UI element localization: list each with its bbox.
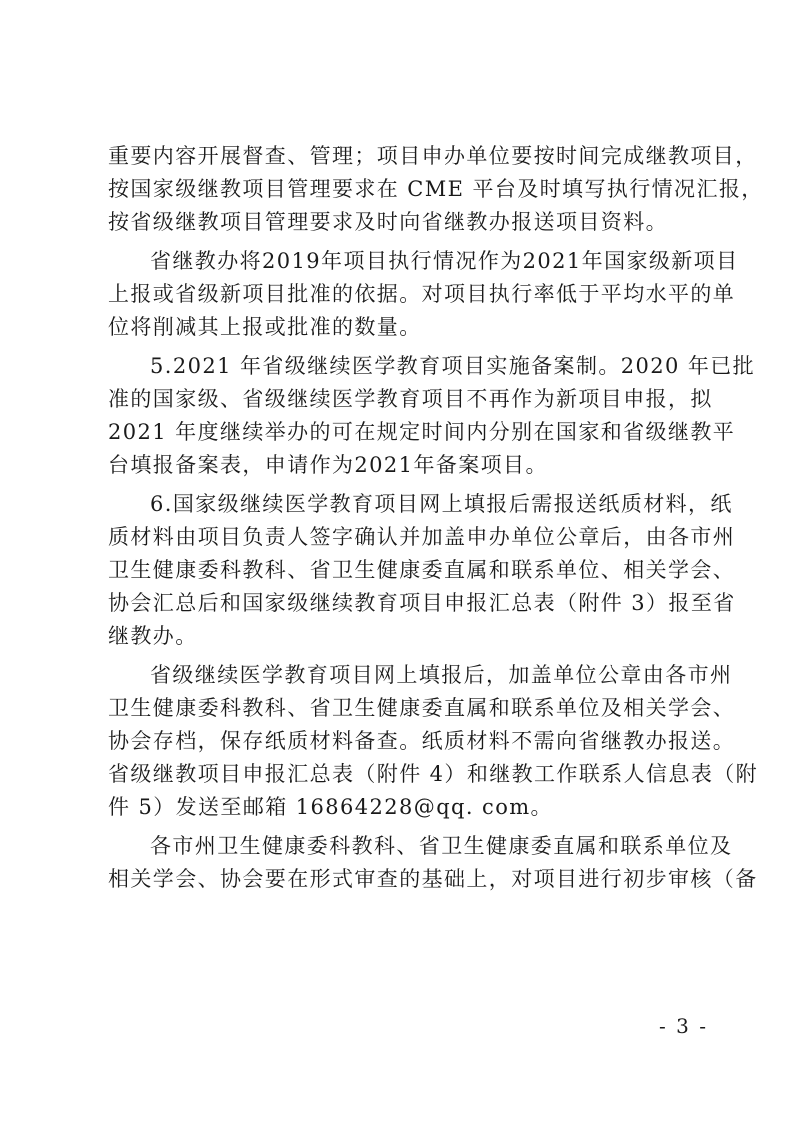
text-line: 相关学会、协会要在形式审查的基础上，对项目进行初步审核（备	[108, 867, 758, 891]
text-line: 协会存档，保存纸质材料备查。纸质材料不需向省继教办报送。	[108, 729, 736, 753]
text-line: 5.2021 年省级继续医学教育项目实施备案制。2020 年已批	[150, 354, 756, 378]
paragraph	[108, 659, 759, 824]
paragraph	[108, 350, 756, 482]
text-line: 按省级继教项目管理要求及时向省继教办报送项目资料。	[108, 210, 668, 234]
text-line: 卫生健康委科教科、省卫生健康委直属和联系单位及相关学会、	[108, 696, 736, 720]
text-line: 位将削减其上报或批准的数量。	[108, 315, 422, 339]
text-line: 省级继续医学教育项目网上填报后，加盖单位公章由各市州	[150, 663, 733, 687]
paragraph	[108, 488, 736, 653]
document-body	[108, 140, 764, 896]
paragraph	[108, 140, 764, 239]
paragraph	[108, 830, 758, 896]
text-line: 件 5）发送至邮箱 16864228@qq. com。	[108, 795, 553, 819]
text-line: 6.国家级继续医学教育项目网上填报后需报送纸质材料，纸	[150, 492, 733, 516]
text-line: 省继教办将2019年项目执行情况作为2021年国家级新项目	[150, 249, 739, 273]
text-line: 台填报备案表，申请作为2021年备案项目。	[108, 453, 548, 477]
page-number: - 3 -	[659, 1014, 708, 1038]
text-line: 上报或省级新项目批准的依据。对项目执行率低于平均水平的单	[108, 282, 736, 306]
text-line: 省级继教项目申报汇总表（附件 4）和继教工作联系人信息表（附	[108, 762, 759, 786]
text-line: 重要内容开展督查、管理；项目申办单位要按时间完成继教项目，	[108, 144, 758, 168]
text-line: 协会汇总后和国家级继续教育项目申报汇总表（附件 3）报至省	[108, 591, 736, 615]
text-line: 质材料由项目负责人签字确认并加盖申办单位公章后，由各市州	[108, 525, 736, 549]
text-line: 卫生健康委科教科、省卫生健康委直属和联系单位、相关学会、	[108, 558, 736, 582]
text-line: 2021 年度继续举办的可在规定时间内分别在国家和省级继教平	[108, 420, 736, 444]
paragraph	[108, 245, 739, 344]
text-line: 继教办。	[108, 624, 198, 648]
text-line: 准的国家级、省级继续医学教育项目不再作为新项目申报，拟	[108, 387, 713, 411]
text-line: 各市州卫生健康委科教科、省卫生健康委直属和联系单位及	[150, 834, 733, 858]
text-line: 按国家级继教项目管理要求在 CME 平台及时填写执行情况汇报，	[108, 177, 764, 201]
